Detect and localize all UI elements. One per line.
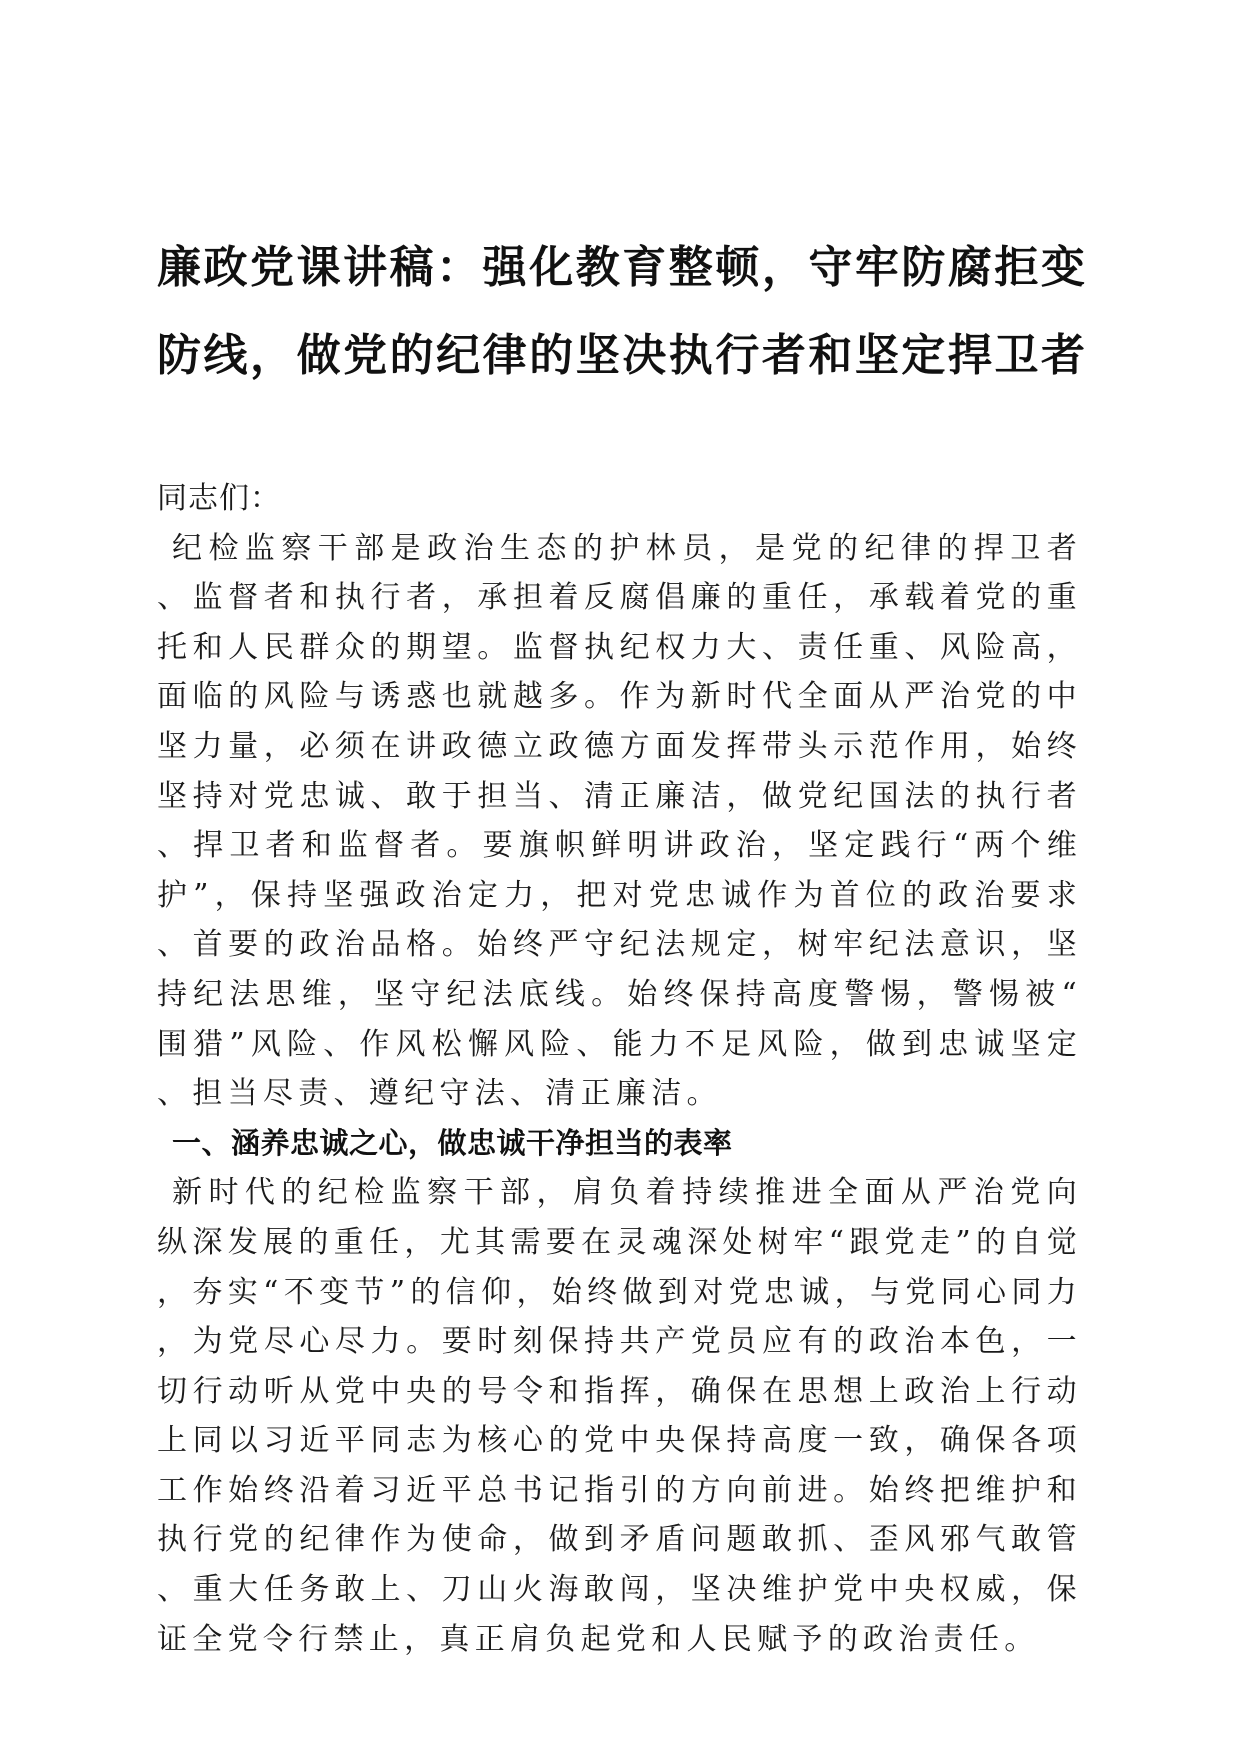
salutation: 同志们： xyxy=(157,481,281,516)
document-title-line-2: 防线，做党的纪律的坚决执行者和坚定捍卫者 xyxy=(157,330,1087,381)
document-title xyxy=(157,224,1087,400)
paragraph-section-1: 新时代的纪检监察干部，肩负着持续推进全面从严治党向纵深发展的重任，尤其需要在灵魂深处树牢“跟党走”的自觉，夯实“不变节”的信仰，始终做到对党忠诚，与党同心同力，为党尽心尽力。要时刻保持共产党员应有的政治本色，一切行动听从党中央的号令和指挥，确保在思想上政治上行动上同以习近平同志为核心的党中央保持高度一致，确保各项工作始终沿着习近平总书记指引的方向前进。始终把维护和执行党的纪律作为使命，做到矛盾问题敢抓、歪风邪气敢管、重大任务敢上、刀山火海敢闯，坚决维护党中央权威，保证全党令行禁止，真正肩负起党和人民赋予的政治责任。 xyxy=(157,1175,1082,1657)
paragraph-intro: 纪检监察干部是政治生态的护林员，是党的纪律的捍卫者、监督者和执行者，承担着反腐倡廉的重任，承载着党的重托和人民群众的期望。监督执纪权力大、责任重、风险高，面临的风险与诱惑也就越多。作为新时代全面从严治党的中坚力量，必须在讲政德立政德方面发挥带头示范作用，始终坚持对党忠诚、敢于担当、清正廉洁，做党纪国法的执行者、捍卫者和监督者。要旗帜鲜明讲政治，坚定践行“两个维护”，保持坚强政治定力，把对党忠诚作为首位的政治要求、首要的政治品格。始终严守纪法规定，树牢纪法意识，坚持纪法思维，坚守纪法底线。始终保持高度警惕，警惕被“围猎”风险、作风松懈风险、能力不足风险，做到忠诚坚定、担当尽责、遵纪守法、清正廉洁。 xyxy=(157,530,1082,1112)
document-body xyxy=(157,474,1082,1664)
section-heading-1: 一、涵养忠诚之心，做忠诚干净担当的表率 xyxy=(172,1125,733,1160)
document-title-line-1: 廉政党课讲稿：强化教育整顿，守牢防腐拒变 xyxy=(157,242,1087,293)
